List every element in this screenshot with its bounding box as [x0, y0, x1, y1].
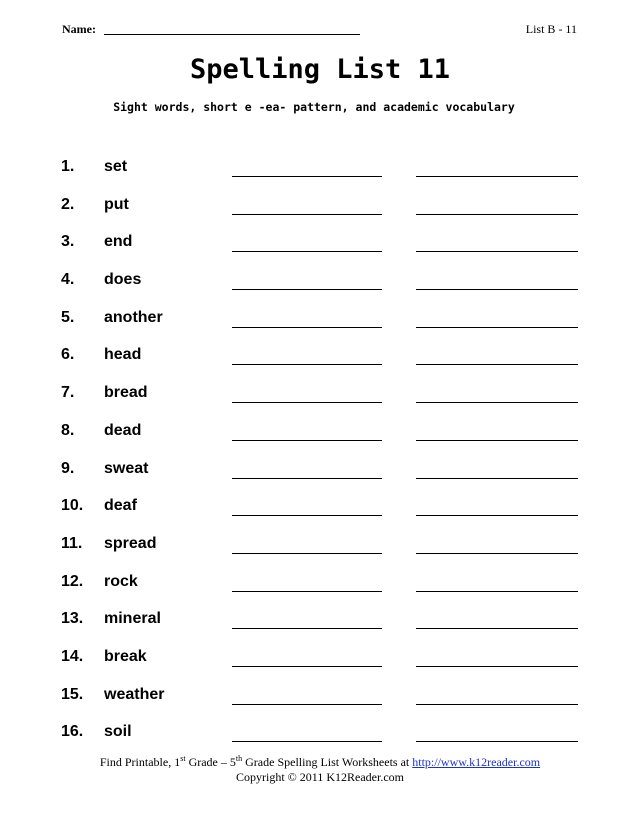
practice-blank-2 [416, 214, 578, 215]
spelling-word: put [104, 195, 129, 213]
word-list [0, 152, 640, 755]
practice-blank-2 [416, 440, 578, 441]
word-row [0, 642, 640, 680]
practice-blank-1 [232, 553, 382, 554]
footer-line [0, 755, 640, 770]
word-row [0, 227, 640, 265]
footer-mid: Grade – 5 [185, 755, 236, 769]
footer-copyright: Copyright © 2011 K12Reader.com [236, 770, 404, 784]
word-number: 3. [61, 233, 75, 251]
page-footer [0, 755, 640, 785]
word-row [0, 265, 640, 303]
practice-blank-1 [232, 327, 382, 328]
word-number: 12. [61, 572, 84, 590]
spelling-word: sweat [104, 459, 149, 477]
list-code: List B - 11 [525, 22, 577, 36]
spelling-word: mineral [104, 610, 161, 628]
spelling-word: bread [104, 384, 148, 402]
practice-blank-2 [416, 327, 578, 328]
footer-suffix: Grade Spelling List Worksheets at [242, 755, 413, 769]
word-row [0, 567, 640, 605]
practice-blank-2 [416, 402, 578, 403]
word-row [0, 529, 640, 567]
page-subtitle: Sight words, short e -ea- pattern, and academic vocabulary [113, 100, 515, 114]
word-row [0, 378, 640, 416]
name-label: Name: [62, 22, 96, 36]
word-number: 9. [61, 459, 75, 477]
spelling-word: rock [104, 572, 138, 590]
spelling-word: soil [104, 723, 132, 741]
practice-blank-2 [416, 176, 578, 177]
spelling-word: spread [104, 534, 157, 552]
word-row [0, 303, 640, 341]
word-row [0, 717, 640, 755]
practice-blank-1 [232, 628, 382, 629]
footer-prefix: Find Printable, 1 [99, 755, 181, 769]
spelling-word: deaf [104, 497, 137, 515]
practice-blank-1 [232, 478, 382, 479]
word-number: 1. [61, 158, 75, 175]
k12reader-link[interactable]: http://www.k12reader.com [412, 755, 541, 769]
name-blank-line [104, 34, 360, 35]
word-number: 4. [61, 271, 75, 289]
word-row [0, 416, 640, 454]
practice-blank-2 [416, 666, 578, 667]
spelling-word: dead [104, 421, 142, 439]
word-number: 8. [61, 421, 75, 439]
footer-sup-1: st [180, 754, 186, 763]
practice-blank-2 [416, 478, 578, 479]
word-number: 11. [61, 534, 83, 552]
spelling-word: break [104, 647, 147, 665]
word-number: 2. [61, 195, 75, 213]
practice-blank-2 [416, 515, 578, 516]
spelling-word: set [104, 158, 128, 175]
practice-blank-2 [416, 289, 578, 290]
practice-blank-1 [232, 741, 382, 742]
spelling-word: does [104, 271, 142, 289]
word-row [0, 604, 640, 642]
spelling-word: another [104, 308, 163, 326]
word-row [0, 680, 640, 718]
word-number: 6. [61, 346, 75, 364]
word-number: 5. [61, 308, 75, 326]
practice-blank-2 [416, 628, 578, 629]
worksheet-header [62, 22, 577, 40]
word-number: 10. [61, 497, 84, 515]
word-row [0, 190, 640, 228]
spelling-word: head [104, 346, 142, 364]
practice-blank-2 [416, 251, 578, 252]
practice-blank-2 [416, 704, 578, 705]
word-number: 15. [61, 685, 84, 703]
practice-blank-1 [232, 176, 382, 177]
practice-blank-1 [232, 666, 382, 667]
practice-blank-1 [232, 251, 382, 252]
word-row [0, 454, 640, 492]
footer-sup-2: th [235, 754, 243, 763]
practice-blank-1 [232, 289, 382, 290]
practice-blank-1 [232, 440, 382, 441]
page-title: Spelling List 11 [189, 54, 451, 85]
practice-blank-2 [416, 591, 578, 592]
practice-blank-2 [416, 741, 578, 742]
word-number: 7. [61, 384, 75, 402]
word-number: 14. [61, 647, 84, 665]
word-number: 16. [61, 723, 84, 741]
spelling-word: weather [104, 685, 165, 703]
practice-blank-1 [232, 214, 382, 215]
practice-blank-2 [416, 553, 578, 554]
word-row [0, 340, 640, 378]
practice-blank-1 [232, 591, 382, 592]
practice-blank-1 [232, 364, 382, 365]
spelling-word: end [104, 233, 133, 251]
practice-blank-1 [232, 515, 382, 516]
practice-blank-2 [416, 364, 578, 365]
word-row [0, 152, 640, 190]
word-row [0, 491, 640, 529]
word-number: 13. [61, 610, 84, 628]
practice-blank-1 [232, 704, 382, 705]
practice-blank-1 [232, 402, 382, 403]
